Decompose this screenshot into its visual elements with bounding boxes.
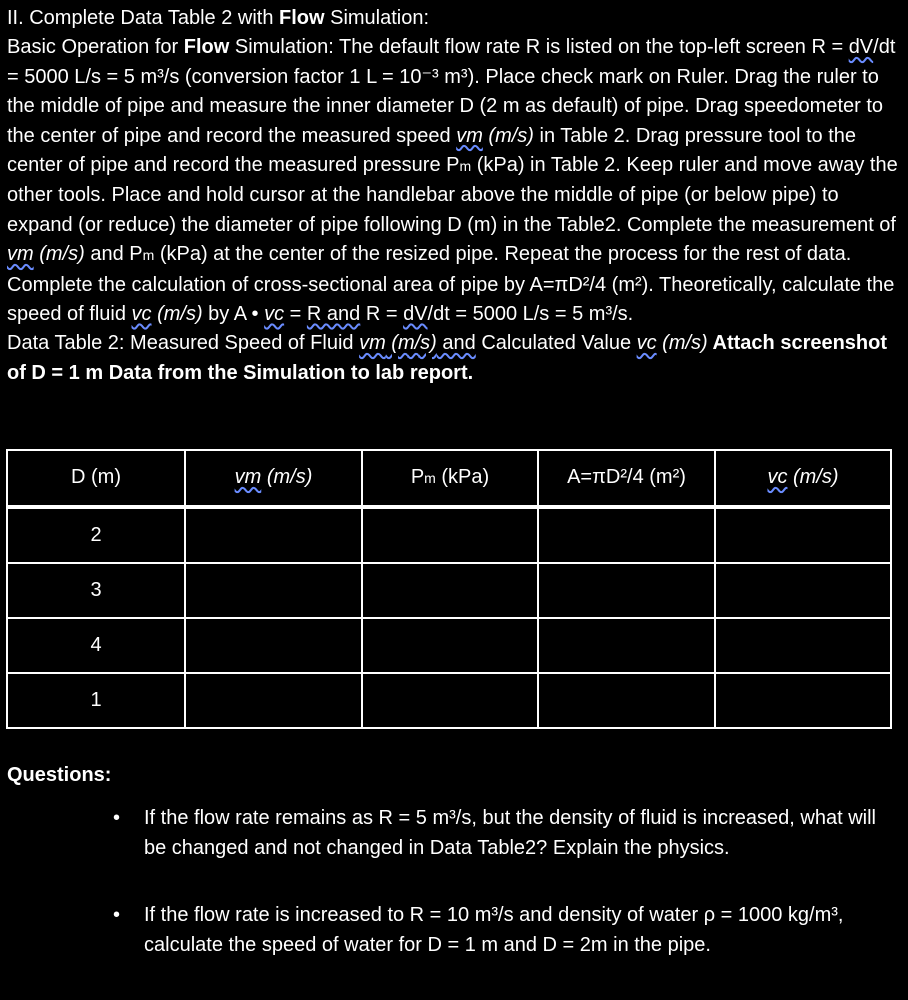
table-caption [7,329,905,388]
instructions [7,4,905,388]
cell-area[interactable] [538,563,715,618]
cell-vc[interactable] [715,508,891,563]
p1-unit: (m/s) [482,124,534,147]
cell-vc[interactable] [715,673,891,728]
caption-vc: vc [636,332,657,355]
cell-area[interactable] [538,508,715,563]
caption-bold: Attach screenshot of D = 1 m Data from the Simulation to lab report. [7,332,888,384]
caption-unit: (m/s) [656,332,708,355]
cell-vm[interactable] [185,673,362,728]
table-row [7,618,891,673]
cell-area[interactable] [538,673,715,728]
header-area: A=πD²/4 (m²) [538,450,715,506]
p2-vc: vc [131,303,152,326]
table-row [7,563,891,618]
caption-unit: (m/s) [385,332,437,355]
p2-text: by A • [202,303,265,326]
data-table-2 [6,449,892,729]
bullet-icon: • [113,807,121,830]
header-pm-symbol: P [410,465,425,488]
questions-list [7,804,902,960]
heading-bold: Flow [279,7,325,29]
cell-diameter: 2 [7,508,185,563]
p2-underlined: R and [306,303,361,326]
section-heading [7,4,905,33]
p1-text: Basic Operation for [7,36,184,59]
p2-text: /dt = 5000 L/s = 5 m³/s. [427,303,634,326]
cell-diameter: 4 [7,618,185,673]
header-calculated-speed [715,450,891,506]
p1-vm: vm [7,243,34,266]
p2-unit: (m/s) [151,303,203,326]
caption-vm: vm [359,332,386,355]
table-row [7,508,891,563]
p2-text: R = [360,303,404,326]
p1-bold: Flow [183,36,230,59]
table-header-row [7,450,891,506]
cell-pm[interactable] [362,618,538,673]
p1-vm: vm [456,124,483,147]
p1-text: Simulation: The default flow rate R is listed on the top-left screen R = [229,36,849,59]
cell-diameter: 1 [7,673,185,728]
cell-area[interactable] [538,618,715,673]
header-vm-symbol: vm [234,466,262,489]
cell-pm[interactable] [362,673,538,728]
cell-pm[interactable] [362,563,538,618]
bullet-icon: • [113,904,121,927]
heading-text: II. Complete Data Table 2 with [7,7,279,29]
calculation-paragraph [7,271,905,330]
caption-and: and [436,332,476,355]
caption-text: Calculated Value [475,332,637,355]
basic-operation-paragraph [7,33,905,270]
table-row [7,673,891,728]
header-vc-symbol: vc [767,466,788,489]
header-measured-speed [185,450,362,506]
list-item [7,901,902,960]
header-vc-unit: (m/s) [787,466,839,489]
p1-dv: dV [848,36,874,59]
header-pressure [362,450,538,506]
p1-unit: (m/s) [33,243,85,266]
p1-sub: m [459,158,472,175]
cell-vm[interactable] [185,508,362,563]
question-text: If the flow rate remains as R = 5 m³/s, but the density of fluid is increased, what will be changed and not changed in Data Table2? Explain the physics. [144,807,876,859]
questions-section [7,761,902,960]
p2-text: = [284,303,307,326]
p1-text: and P [84,243,143,266]
p1-sub: m [142,247,155,264]
header-vm-unit: (m/s) [261,466,313,489]
cell-pm[interactable] [362,508,538,563]
heading-suffix: Simulation: [324,7,430,29]
list-item [7,804,902,863]
questions-title: Questions: [7,764,112,786]
question-text: If the flow rate is increased to R = 10 m³/s and density of water ρ = 1000 kg/m³, calculate the speed of water for D = 1 m and D = 2m in the pipe. [144,904,844,956]
header-pm-unit: (kPa) [435,465,490,488]
header-pm-sub: m [424,469,436,486]
p1-text: (kPa) at the center of the resized pipe. Repeat the process for the rest of data. [154,243,852,266]
p2-vc: vc [264,303,285,326]
p1-text: (kPa) in Table 2. Keep ruler and move away the other tools. Place and hold cursor at the handlebar above the middle of pipe (or below pipe) to expand (or reduce) the diameter of pipe following D (m) in the Table2. Complete the measurement of [7,154,898,236]
p1-text: /dt = 5000 L/s = 5 m³/s (conversion factor 1 L = 10⁻³ m³). Place check mark on Ruler. Drag the ruler to the middle of pipe and measure the inner diameter D (2 m as default) of pipe. Drag speedometer to the center of pipe and record the measured speed [7,36,896,147]
cell-vm[interactable] [185,563,362,618]
cell-diameter: 3 [7,563,185,618]
caption-text: Data Table 2: Measured Speed of Fluid [7,332,360,355]
cell-vc[interactable] [715,618,891,673]
p2-dv: dV [403,303,428,326]
p1-text: in Table 2. Drag pressure tool to the center of pipe and record the measured pressure P [7,124,856,177]
p2-text: Complete the calculation of cross-sectional area of pipe by A=πD²/4 (m²). Theoretically, calculate the speed of fluid [7,273,895,326]
cell-vc[interactable] [715,563,891,618]
cell-vm[interactable] [185,618,362,673]
header-diameter: D (m) [7,450,185,506]
